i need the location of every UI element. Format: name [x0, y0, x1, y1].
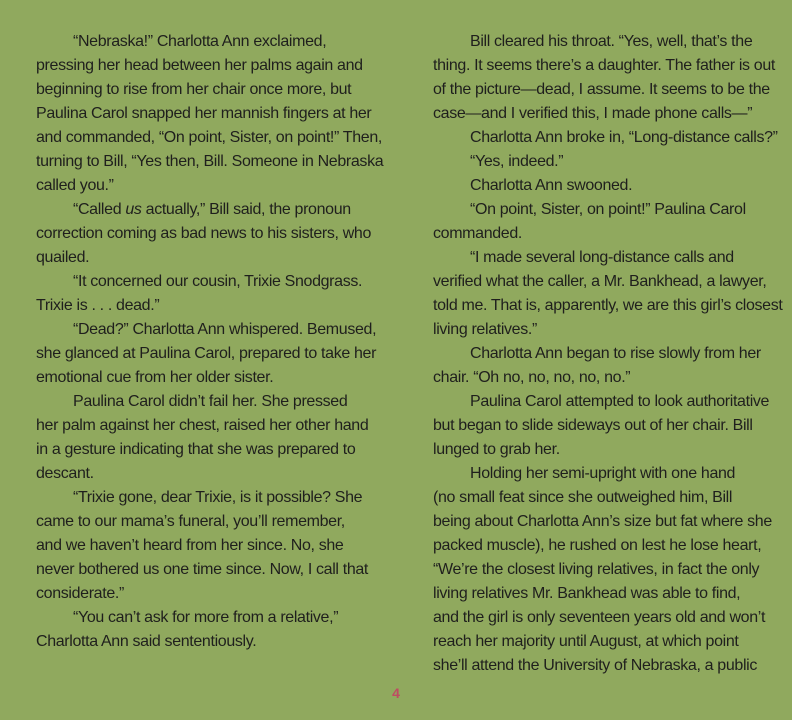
text-line [36, 198, 383, 222]
text-run: Trixie is . . . dead.” [36, 297, 160, 314]
text-run: “You can’t ask for more from a relative,” [73, 609, 339, 626]
text-line [36, 174, 383, 198]
text-run: came to our mama’s funeral, you’ll remember, [36, 513, 345, 530]
text-line [36, 102, 383, 126]
text-run: commanded. [433, 225, 522, 242]
text-line [433, 438, 782, 462]
page-number: 4 [392, 685, 400, 701]
text-run: Charlotta Ann began to rise slowly from her [470, 345, 761, 362]
text-line [433, 246, 782, 270]
text-line [36, 78, 383, 102]
text-run: in a gesture indicating that she was prepared to [36, 441, 356, 458]
text-run: Charlotta Ann said sententiously. [36, 633, 257, 650]
text-run: correction coming as bad news to his sisters, who [36, 225, 372, 242]
text-run: and commanded, “On point, Sister, on point!” Then, [36, 129, 382, 146]
text-run: (no small feat since she outweighed him, Bill [433, 489, 733, 506]
text-line [433, 198, 782, 222]
text-line [36, 270, 383, 294]
text-run: Paulina Carol didn’t fail her. She pressed [73, 393, 348, 410]
text-line [433, 486, 782, 510]
text-line [36, 582, 383, 606]
text-run: her palm against her chest, raised her other hand [36, 417, 369, 434]
text-line [36, 606, 383, 630]
text-line [433, 30, 782, 54]
text-line [36, 438, 383, 462]
text-line [433, 318, 782, 342]
text-run: case—and I verified this, I made phone calls—” [433, 105, 753, 122]
text-run: us [125, 201, 142, 218]
text-run: “Dead?” Charlotta Ann whispered. Bemused, [73, 321, 377, 338]
text-run: Bill cleared his throat. “Yes, well, that’s the [470, 33, 753, 50]
text-line [36, 246, 383, 270]
text-run: Paulina Carol snapped her mannish fingers at her [36, 105, 372, 122]
text-run: Charlotta Ann broke in, “Long-distance calls?” [470, 129, 778, 146]
text-run: descant. [36, 465, 94, 482]
text-line [36, 630, 383, 654]
text-run: reach her majority until August, at which point [433, 633, 739, 650]
text-run: being about Charlotta Ann’s size but fat where she [433, 513, 772, 530]
text-run: considerate.” [36, 585, 124, 602]
text-run: “Nebraska!” Charlotta Ann exclaimed, [73, 33, 327, 50]
text-line [433, 174, 782, 198]
text-run: told me. That is, apparently, we are this girl’s closest [433, 297, 783, 314]
text-line [36, 54, 383, 78]
text-run: Paulina Carol attempted to look authoritative [470, 393, 770, 410]
text-line [433, 582, 782, 606]
text-line [433, 222, 782, 246]
text-line [433, 510, 782, 534]
text-run: thing. It seems there’s a daughter. The father is out [433, 57, 775, 74]
text-run: but began to slide sideways out of her chair. Bill [433, 417, 753, 434]
text-run: never bothered us one time since. Now, I call that [36, 561, 369, 578]
right-text-column [433, 30, 782, 678]
text-line [36, 222, 383, 246]
text-run: “On point, Sister, on point!” Paulina Carol [470, 201, 746, 218]
text-line [433, 630, 782, 654]
text-run: packed muscle), he rushed on lest he lose heart, [433, 537, 762, 554]
text-run: beginning to rise from her chair once more, but [36, 81, 352, 98]
text-run: pressing her head between her palms again and [36, 57, 363, 74]
text-line [433, 462, 782, 486]
text-line [36, 318, 383, 342]
text-line [36, 150, 383, 174]
text-run: living relatives Mr. Bankhead was able to find, [433, 585, 741, 602]
text-line [36, 126, 383, 150]
text-run: “Called [73, 201, 126, 218]
text-run: “I made several long-distance calls and [470, 249, 734, 266]
text-run: Charlotta Ann swooned. [470, 177, 633, 194]
text-line [433, 54, 782, 78]
text-line [36, 366, 383, 390]
text-line [36, 510, 383, 534]
text-run: emotional cue from her older sister. [36, 369, 274, 386]
text-line [36, 486, 383, 510]
text-line [433, 126, 782, 150]
text-line [433, 150, 782, 174]
text-run: lunged to grab her. [433, 441, 560, 458]
text-line [36, 558, 383, 582]
text-line [36, 414, 383, 438]
text-run: turning to Bill, “Yes then, Bill. Someone in Nebraska [36, 153, 384, 170]
text-run: “Trixie gone, dear Trixie, is it possible? She [73, 489, 363, 506]
text-run: “We’re the closest living relatives, in fact the only [433, 561, 760, 578]
text-line [433, 366, 782, 390]
text-run: quailed. [36, 249, 90, 266]
text-run: Holding her semi-upright with one hand [470, 465, 736, 482]
text-line [433, 342, 782, 366]
text-run: “It concerned our cousin, Trixie Snodgrass. [73, 273, 363, 290]
text-line [36, 534, 383, 558]
text-run: living relatives.” [433, 321, 537, 338]
text-run: of the picture—dead, I assume. It seems to be the [433, 81, 770, 98]
text-line [433, 606, 782, 630]
text-line [433, 534, 782, 558]
text-line [36, 462, 383, 486]
text-run: she’ll attend the University of Nebraska, a public [433, 657, 758, 674]
text-line [433, 102, 782, 126]
text-run: and the girl is only seventeen years old and won’t [433, 609, 766, 626]
text-run: chair. “Oh no, no, no, no, no.” [433, 369, 631, 386]
text-line [433, 558, 782, 582]
text-line [433, 414, 782, 438]
text-run: and we haven’t heard from her since. No, she [36, 537, 344, 554]
text-line [36, 30, 383, 54]
text-line [433, 390, 782, 414]
text-run: actually,” Bill said, the pronoun [141, 201, 351, 218]
text-line [433, 270, 782, 294]
text-run: called you.” [36, 177, 114, 194]
text-run: “Yes, indeed.” [470, 153, 564, 170]
text-run: verified what the caller, a Mr. Bankhead, a lawyer, [433, 273, 767, 290]
text-run: she glanced at Paulina Carol, prepared to take her [36, 345, 377, 362]
text-line [433, 294, 782, 318]
text-line [433, 78, 782, 102]
text-line [36, 294, 383, 318]
text-line [433, 654, 782, 678]
text-line [36, 342, 383, 366]
left-text-column [36, 30, 383, 654]
text-line [36, 390, 383, 414]
